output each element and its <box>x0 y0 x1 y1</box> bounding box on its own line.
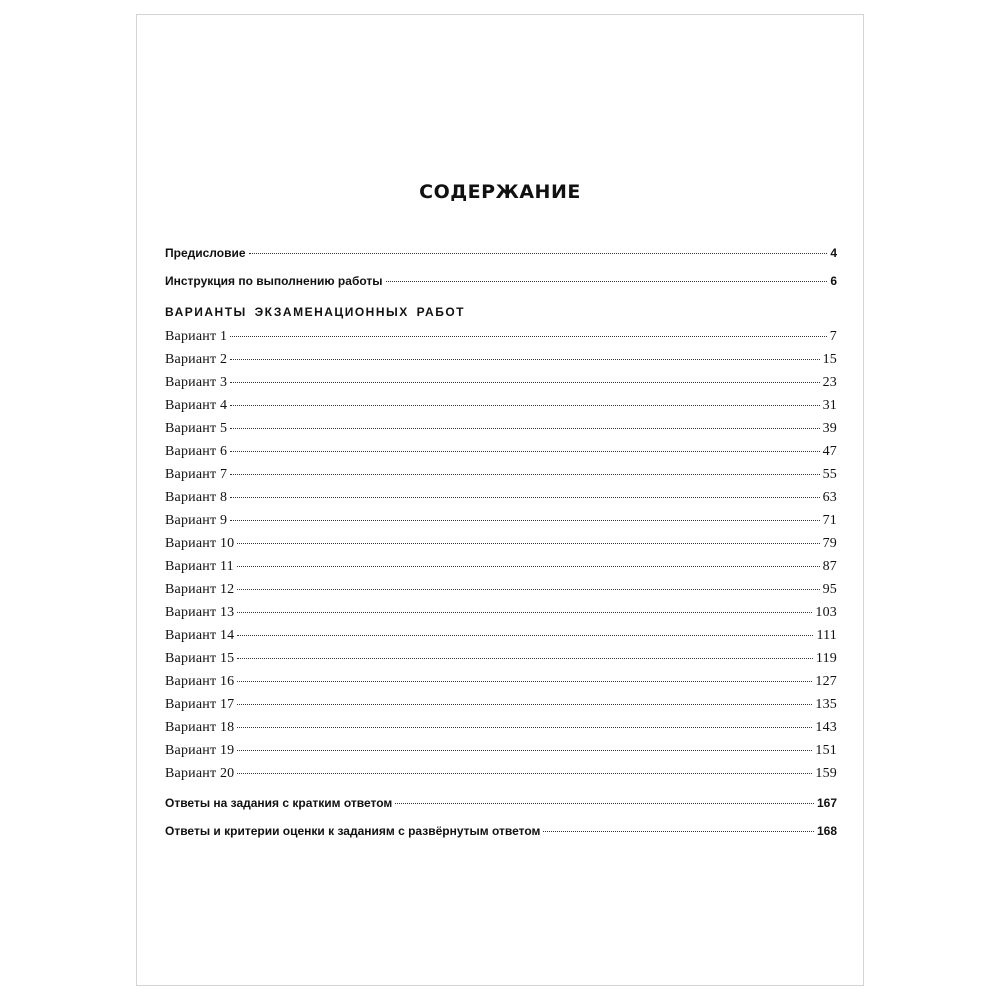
toc-entry-variant[interactable] <box>165 605 837 623</box>
toc-entry-variant[interactable] <box>165 582 837 600</box>
toc-entry-variant[interactable] <box>165 720 837 738</box>
dot-leader <box>237 543 819 544</box>
dot-leader <box>230 451 819 452</box>
dot-leader <box>230 382 819 383</box>
toc-entry-label: Вариант 5 <box>165 421 228 436</box>
dot-leader <box>237 704 812 705</box>
toc-entry-page: 168 <box>816 824 837 838</box>
toc-entry-label: Ответы на задания с кратким ответом <box>165 796 393 810</box>
toc-entry-page: 103 <box>815 605 837 620</box>
dot-leader <box>249 253 828 254</box>
toc-entry-label: Вариант 7 <box>165 467 228 482</box>
toc-entry-variant[interactable] <box>165 674 837 692</box>
dot-leader <box>237 635 813 636</box>
toc-entry-label: Вариант 2 <box>165 352 228 367</box>
section-heading: ВАРИАНТЫ ЭКЗАМЕНАЦИОННЫХ РАБОТ <box>165 305 465 319</box>
toc-entry-label: Вариант 9 <box>165 513 228 528</box>
toc-entry-label: Вариант 6 <box>165 444 228 459</box>
toc-entry-variant[interactable] <box>165 651 837 669</box>
toc-entry-variant[interactable] <box>165 421 837 439</box>
toc-entry-criteria[interactable] <box>165 824 837 842</box>
toc-entry-variant[interactable] <box>165 743 837 761</box>
toc-entry-label: Вариант 20 <box>165 766 235 781</box>
toc-entry-page: 87 <box>822 559 837 574</box>
toc-entry-label: Вариант 14 <box>165 628 235 643</box>
dot-leader <box>230 428 819 429</box>
toc-entry-label: Вариант 13 <box>165 605 235 620</box>
toc-entry-label: Ответы и критерии оценки к заданиям с развёрнутым ответом <box>165 824 541 838</box>
dot-leader <box>386 281 828 282</box>
toc-entry-label: Вариант 15 <box>165 651 235 666</box>
toc-entry-page: 135 <box>815 697 837 712</box>
toc-entry-variant[interactable] <box>165 329 837 347</box>
dot-leader <box>230 474 819 475</box>
toc-entry-page: 167 <box>816 796 837 810</box>
toc-entry-variant[interactable] <box>165 490 837 508</box>
toc-entry-page: 151 <box>815 743 837 758</box>
toc-entry-variant[interactable] <box>165 375 837 393</box>
toc-entry-preface[interactable] <box>165 246 837 264</box>
dot-leader <box>237 589 819 590</box>
dot-leader <box>230 336 827 337</box>
dot-leader <box>237 612 812 613</box>
document-page <box>136 14 864 986</box>
toc-entry-page: 127 <box>815 674 837 689</box>
toc-entry-page: 15 <box>822 352 837 367</box>
toc-entry-label: Вариант 12 <box>165 582 235 597</box>
dot-leader <box>395 803 814 804</box>
dot-leader <box>237 566 820 567</box>
toc-entry-variant[interactable] <box>165 766 837 784</box>
toc-entry-page: 111 <box>816 628 837 643</box>
toc-entry-page: 95 <box>822 582 837 597</box>
dot-leader <box>230 497 819 498</box>
toc-entry-page: 6 <box>830 274 837 288</box>
toc-entry-label: Вариант 19 <box>165 743 235 758</box>
toc-entry-page: 119 <box>815 651 837 666</box>
toc-entry-variant[interactable] <box>165 444 837 462</box>
toc-entry-page: 159 <box>815 766 837 781</box>
toc-entry-label: Вариант 1 <box>165 329 228 344</box>
dot-leader <box>237 750 812 751</box>
dot-leader <box>237 773 812 774</box>
dot-leader <box>237 727 812 728</box>
toc-entry-page: 47 <box>822 444 837 459</box>
toc-entry-label: Предисловие <box>165 246 246 260</box>
toc-entry-variant[interactable] <box>165 628 837 646</box>
dot-leader <box>230 405 819 406</box>
dot-leader <box>237 658 813 659</box>
toc-entry-variant[interactable] <box>165 398 837 416</box>
toc-entry-variant[interactable] <box>165 559 837 577</box>
toc-entry-page: 63 <box>822 490 837 505</box>
toc-entry-page: 7 <box>829 329 837 344</box>
dot-leader <box>237 681 812 682</box>
toc-entry-label: Вариант 16 <box>165 674 235 689</box>
toc-entry-page: 23 <box>822 375 837 390</box>
toc-entry-variant[interactable] <box>165 536 837 554</box>
toc-entry-label: Инструкция по выполнению работы <box>165 274 383 288</box>
toc-entry-label: Вариант 11 <box>165 559 234 574</box>
page-title: СОДЕРЖАНИЕ <box>419 181 581 203</box>
toc-entry-label: Вариант 3 <box>165 375 228 390</box>
toc-entry-page: 79 <box>822 536 837 551</box>
toc-entry-variant[interactable] <box>165 513 837 531</box>
toc-entry-page: 143 <box>815 720 837 735</box>
dot-leader <box>230 359 819 360</box>
dot-leader <box>543 831 814 832</box>
toc-entry-variant[interactable] <box>165 467 837 485</box>
toc-entry-page: 71 <box>822 513 837 528</box>
toc-entry-short-answers[interactable] <box>165 796 837 814</box>
toc-entry-label: Вариант 17 <box>165 697 235 712</box>
toc-entry-variant[interactable] <box>165 352 837 370</box>
toc-entry-page: 31 <box>822 398 837 413</box>
toc-entry-variant[interactable] <box>165 697 837 715</box>
toc-entry-label: Вариант 18 <box>165 720 235 735</box>
toc-entry-instructions[interactable] <box>165 274 837 292</box>
toc-entry-label: Вариант 4 <box>165 398 228 413</box>
toc-entry-page: 39 <box>822 421 837 436</box>
toc-entry-page: 55 <box>822 467 837 482</box>
dot-leader <box>230 520 819 521</box>
toc-entry-page: 4 <box>830 246 837 260</box>
toc-entry-label: Вариант 8 <box>165 490 228 505</box>
toc-entry-label: Вариант 10 <box>165 536 235 551</box>
